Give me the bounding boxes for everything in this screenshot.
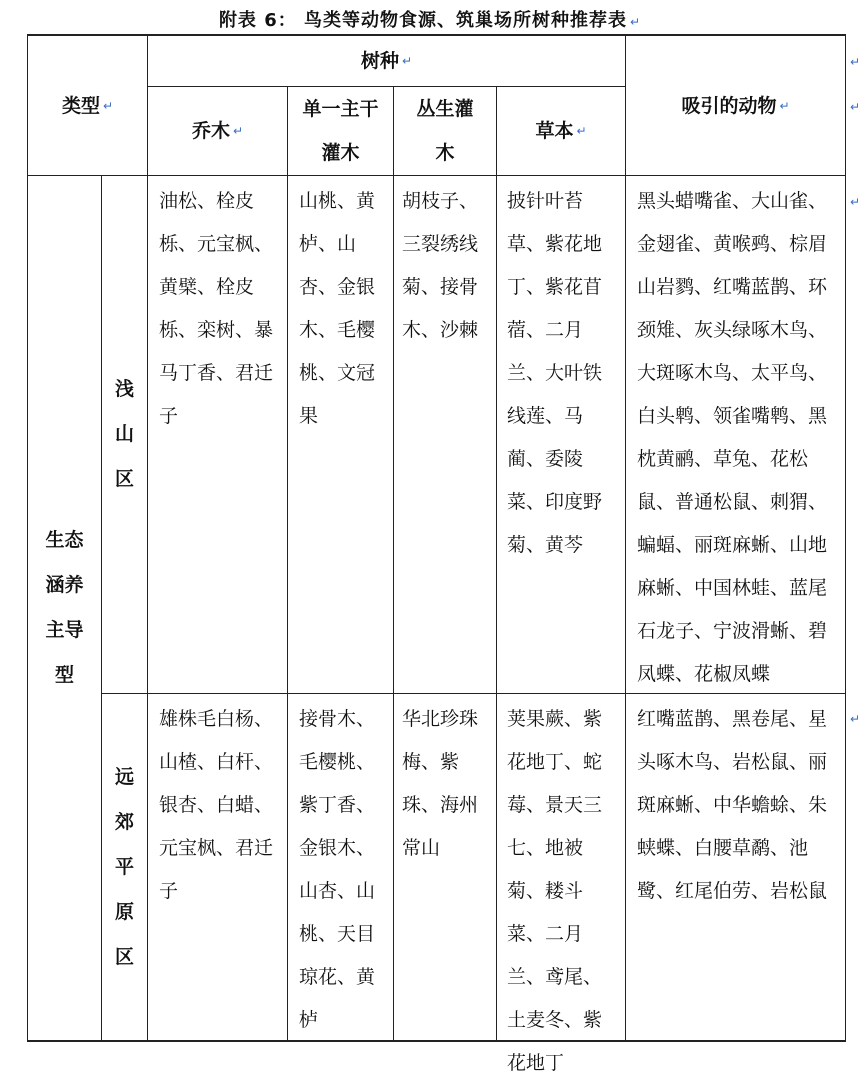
table-rule-header-bottom [27, 175, 846, 176]
clump-shrub-cell: 华北珍珠梅、紫珠、海州常山 [402, 708, 479, 859]
animals-cell: 红嘴蓝鹊、黑卷尾、星头啄木鸟、岩松鼠、丽斑麻蜥、中华蟾蜍、朱蛱蝶、白腰草鹬、池鹭、红尾伯劳、岩松鼠 [637, 708, 828, 902]
row-end-mark-icon: ↵ [850, 55, 860, 69]
clump-shrub-cell: 胡枝子、三裂绣线菊、接骨木、沙棘 [402, 190, 479, 341]
header-type: 类型 ↵ [28, 36, 147, 175]
title-text: 附表 6： 鸟类等动物食源、筑巢场所树种推荐表 [218, 10, 627, 31]
arbor-cell: 雄株毛白杨、山楂、白杆、银杏、白蜡、元宝枫、君迁子 [159, 708, 274, 902]
single-trunk-shrub-cell: 接骨木、毛樱桃、紫丁香、金银木、山杏、山桃、天目琼花、黄栌 [299, 708, 376, 1031]
category-label: 生态涵养主导型 [45, 529, 84, 686]
herb-cell: 披针叶苔草、紫花地丁、紫花苜蓿、二月兰、大叶铁线莲、马蔺、委陵菜、印度野菊、黄芩 [507, 190, 603, 556]
row-end-mark-icon: ↵ [850, 100, 860, 114]
zone-label: 浅山区 [114, 378, 134, 490]
animals-cell: 黑头蜡嘴雀、大山雀、金翅雀、黄喉鹀、棕眉山岩鹨、红嘴蓝鹊、环颈雉、灰头绿啄木鸟、大斑啄木鸟、太平鸟、白头鹎、领雀嘴鹎、黑枕黄鹂、草兔、花松鼠、普通松鼠、刺猬、蝙蝠、丽斑麻蜥、山地麻蜥、中国林蛙、蓝尾石龙子、宁波滑蜥、碧凤蝶、花椒凤蝶 [637, 190, 828, 685]
herb-cell: 荚果蕨、紫花地丁、蛇莓、景天三七、地被菊、耧斗菜、二月兰、鸢尾、土麦冬、紫花地丁 [507, 708, 603, 1074]
paragraph-mark-icon: ↵ [630, 15, 642, 29]
table-border-bottom [27, 1040, 846, 1042]
document-title [0, 6, 860, 32]
zone-cell-shallow-mountain [102, 176, 147, 693]
row-end-mark-icon: ↵ [850, 712, 860, 726]
header-single-trunk-shrub: 单一主干灌木 [302, 98, 379, 164]
header-arbor: 乔木 ↵ [148, 87, 287, 175]
header-attracted-animals: 吸引的动物 ↵ [626, 36, 845, 175]
zone-cell-outer-plain [102, 694, 147, 1040]
header-tree-species: 树种 ↵ [148, 36, 625, 86]
row-end-mark-icon: ↵ [850, 195, 860, 209]
header-herb: 草本 ↵ [497, 87, 625, 175]
zone-label: 远郊平原区 [114, 765, 134, 968]
table-border-right [845, 34, 846, 1042]
single-trunk-shrub-cell: 山桃、黄栌、山杏、金银木、毛樱桃、文冠果 [299, 190, 376, 427]
paragraph-mark-icon: ↵ [232, 124, 244, 138]
header-clump-shrub: 丛生灌木 [416, 98, 474, 164]
paragraph-mark-icon: ↵ [401, 54, 413, 68]
paragraph-mark-icon: ↵ [102, 98, 114, 113]
category-cell [28, 176, 101, 1040]
paragraph-mark-icon: ↵ [779, 98, 790, 113]
arbor-cell: 油松、栓皮栎、元宝枫、黄檗、栓皮栎、栾树、暴马丁香、君迁子 [159, 190, 274, 427]
paragraph-mark-icon: ↵ [576, 124, 587, 138]
